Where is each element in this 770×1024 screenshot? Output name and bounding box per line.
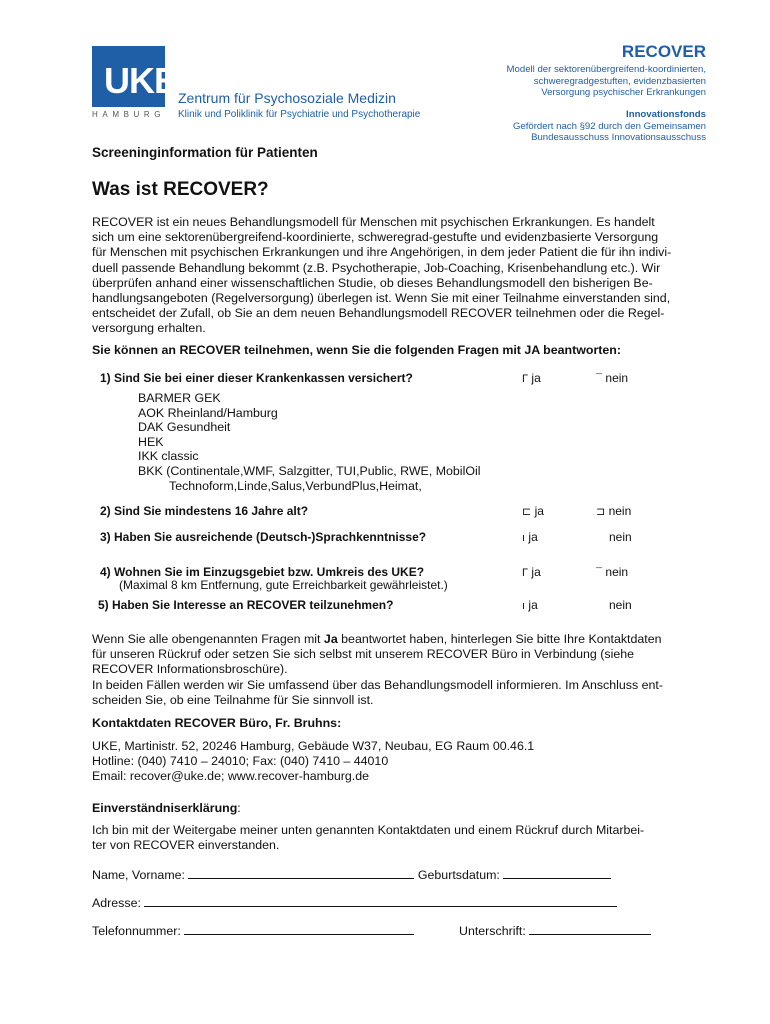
no-label: nein [605,565,629,579]
answer-yes-q5[interactable] [522,598,538,612]
checkbox-yes-q2[interactable]: ⊏ [522,506,532,518]
address-label: Adresse: [92,896,141,910]
intro-line: handlungsangeboten (Regelversorgung) überlegen ist. Wenn Sie mit einer Teilnahme einverstanden sind, [92,291,671,306]
birthdate-label: Geburtsdatum: [417,868,500,882]
answer-no-q3[interactable] [609,530,632,544]
yes-label: ja [528,530,538,544]
no-label: nein [609,598,632,612]
intro-line: versorgung erhalten. [92,321,206,336]
consent-line: ter von RECOVER einverstanden. [92,838,280,853]
insurer-item: AOK Rheinland/Hamburg [138,405,278,420]
after-line: RECOVER Informationsbroschüre). [92,662,288,677]
fund-info [513,109,706,144]
clinic-subtitle: Klinik und Poliklinik für Psychiatrie und Psychotherapie [178,109,421,120]
question-1: 1) Sind Sie bei einer dieser Krankenkassen versichert? [100,371,413,385]
answer-no-q2[interactable] [596,504,631,518]
checkbox-yes-q1[interactable]: Γ [522,373,529,385]
uke-logo-text: UKE [104,60,178,101]
checkbox-yes-q3[interactable]: ı [522,532,526,544]
insurer-list [138,391,480,493]
yes-label: ja [531,371,541,385]
name-label: Name, Vorname: [92,868,185,882]
insurer-item: BKK (Continentale,WMF, Salzgitter, TUI,Public, RWE, MobilOil [138,463,481,478]
recover-desc-line: schweregradgestuften, evidenzbasierten [533,75,706,87]
recover-desc-line: Versorgung psychischer Erkrankungen [541,87,706,98]
no-label: nein [608,504,632,518]
yes-label: ja [531,565,541,579]
contact-title: Kontaktdaten RECOVER Büro, Fr. Bruhns: [92,716,342,730]
insurer-item: IKK classic [138,449,199,464]
after-line-text: Wenn Sie alle obengenannten Fragen mit [92,632,324,646]
answer-no-q5[interactable] [609,598,632,612]
after-paragraph [92,632,692,708]
intro-line: sich um eine sektorenübergreifend-koordinierte, schweregrad-gestufte und evidenzbasierte Versorgung [92,230,659,245]
consent-text [92,823,692,853]
consent-title [92,801,692,816]
consent-title-text: Einverständniserklärung [92,801,238,815]
main-heading: Was ist RECOVER? [92,179,269,200]
signature-input-line[interactable] [529,922,651,935]
checkbox-no-q1[interactable]: ¯ [596,373,603,385]
question-4-note: (Maximal 8 km Entfernung, gute Erreichbarkeit gewährleistet.) [119,578,448,592]
after-line: scheiden Sie, ob eine Teilnahme für Sie sinnvoll ist. [92,692,374,707]
phone-field[interactable] [92,922,414,938]
intro-line: entscheidet der Zufall, ob Sie an dem neuen Behandlungsmodell RECOVER teilnehmen oder die Regel- [92,306,665,321]
after-line-text: beantwortet haben, hinterlegen Sie bitte Ihre Kontaktdaten [337,632,662,646]
recover-description [507,64,706,99]
screening-title: Screeninginformation für Patienten [92,145,318,160]
answer-no-q4[interactable] [596,565,628,579]
checkbox-no-q2[interactable]: ⊐ [596,506,606,518]
recover-title: RECOVER [621,42,706,61]
question-5: 5) Haben Sie Interesse an RECOVER teilzunehmen? [98,598,394,612]
checkbox-no-q4[interactable]: ¯ [596,567,603,579]
contact-line: Hotline: (040) 7410 – 24010; Fax: (040) 7410 – 44010 [92,754,389,769]
address-field[interactable] [92,894,617,910]
questions-intro: Sie können an RECOVER teilnehmen, wenn Sie die folgenden Fragen mit JA beantworten: [92,343,621,357]
contact-line: UKE, Martinistr. 52, 20246 Hamburg, Gebäude W37, Neubau, EG Raum 00.46.1 [92,739,535,753]
recover-desc-line: Modell der sektorenübergreifend-koordinierten, [506,64,706,75]
insurer-item: BARMER GEK [138,391,221,405]
fund-line: Gefördert nach §92 durch den Gemeinsamen [512,120,706,132]
checkbox-yes-q4[interactable]: Γ [522,567,529,579]
birthdate-input-line[interactable] [503,866,611,879]
answer-yes-q2[interactable] [522,504,544,518]
after-line [92,632,692,647]
answer-yes-q1[interactable] [522,371,541,385]
intro-paragraph [92,215,692,337]
intro-line: duell passende Behandlung bekommt (z.B. Psychotherapie, Job-Coaching, Krisenbehandlung etc.). Wir [92,260,661,275]
insurer-item: Technoform,Linde,Salus,VerbundPlus,Heimat, [169,478,422,493]
contact-details [92,739,692,785]
fund-title: Innovationsfonds [626,109,706,120]
name-field[interactable] [92,866,611,882]
checkbox-yes-q5[interactable]: ı [522,600,526,612]
yes-label: ja [528,598,538,612]
phone-label: Telefonnummer: [92,924,181,938]
answer-yes-q4[interactable] [522,565,541,579]
fund-line: Bundesausschuss Innovationsausschuss [531,132,706,143]
intro-line: RECOVER ist ein neues Behandlungsmodell für Menschen mit psychischen Erkrankungen. Es handelt [92,215,655,229]
consent-line: Ich bin mit der Weitergabe meiner unten genannten Kontaktdaten und einem Rückruf durch Mitarbei- [92,823,645,837]
after-line: für unseren Rückruf oder setzen Sie sich selbst mit unserem RECOVER Büro in Verbindung (siehe [92,647,634,662]
insurer-item: DAK Gesundheit [138,420,231,435]
signature-label: Unterschrift: [459,924,526,938]
question-2: 2) Sind Sie mindestens 16 Jahre alt? [100,504,309,518]
answer-yes-q3[interactable] [522,530,538,544]
uke-logo-subtitle: HAMBURG [92,110,166,119]
after-line-bold: Ja [323,632,338,646]
insurer-item: HEK [138,434,164,449]
after-line: In beiden Fällen werden wir Sie umfassend über das Behandlungsmodell informieren. Im Anschluss ent- [92,677,663,692]
signature-field[interactable] [459,922,651,938]
no-label: nein [605,371,629,385]
contact-line: Email: recover@uke.de; www.recover-hamburg.de [92,769,370,784]
no-label: nein [609,530,632,544]
yes-label: ja [534,504,544,518]
phone-input-line[interactable] [184,922,414,935]
consent-colon: : [237,801,241,815]
question-3: 3) Haben Sie ausreichende (Deutsch-)Sprachkenntnisse? [100,530,427,544]
answer-no-q1[interactable] [596,371,628,385]
intro-line: überprüfen anhand einer wissenschaftlichen Studie, ob dieses Behandlungsmodell den bisherigen Be- [92,275,653,290]
address-input-line[interactable] [144,894,617,907]
question-4: 4) Wohnen Sie im Einzugsgebiet bzw. Umkreis des UKE? [100,565,425,579]
name-input-line[interactable] [188,866,414,879]
intro-line: für Menschen mit psychischen Erkrankungen und ihre Angehörigen, in dem jeder Patient die für ihn indivi- [92,245,672,260]
center-title: Zentrum für Psychosoziale Medizin [178,90,396,106]
